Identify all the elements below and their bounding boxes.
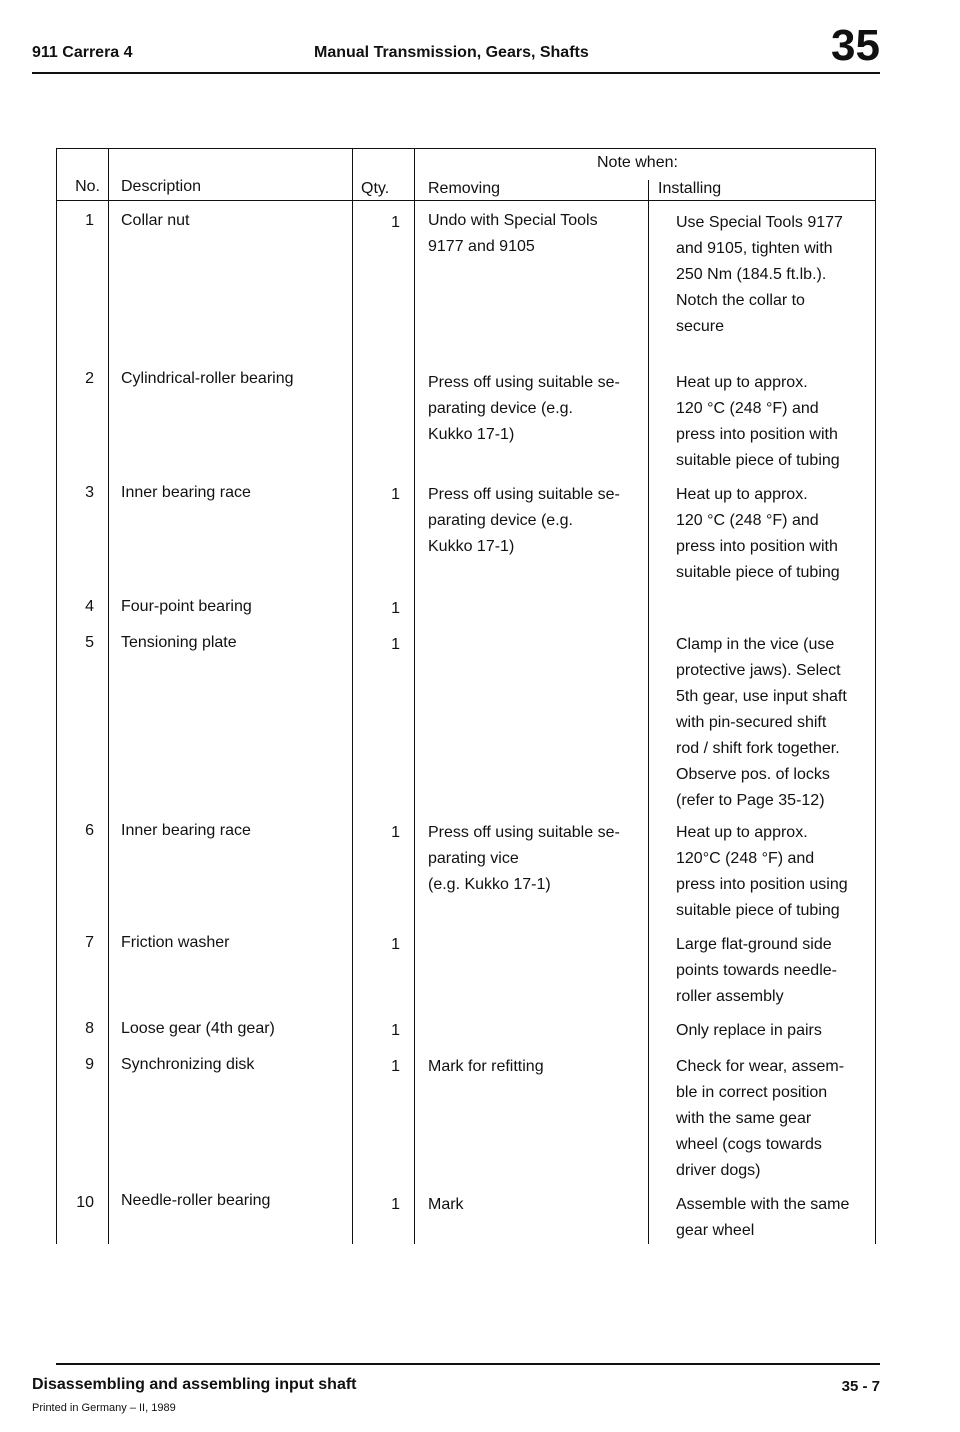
row-6-installing: Heat up to approx. 120°C (248 °F) and press into position using suitable piece of tubing [676,824,848,919]
row-5-no: 5 [85,634,94,651]
row-10-installing: Assemble with the same gear wheel [676,1196,850,1239]
row-6-description: Inner bearing race [121,822,251,839]
row-8-qty: 1 [391,1022,400,1039]
header-removing: Removing [428,180,501,197]
row-3-installing: Heat up to approx. 120 °C (248 °F) and press into position with suitable piece of tubing [676,486,840,581]
row-2-no: 2 [85,370,94,387]
model-name: 911 Carrera 4 [32,44,133,61]
footer-title: Disassembling and assembling input shaft [32,1376,357,1393]
row-1-description: Collar nut [121,212,190,229]
table-left-edge [56,200,57,1244]
printed-note: Printed in Germany – II, 1989 [32,1402,176,1414]
footer-rule [56,1363,880,1365]
row-2-removing: Press off using suitable se- parating device (e.g. Kukko 17-1) [428,374,620,443]
row-3-removing: Press off using suitable se- parating device (e.g. Kukko 17-1) [428,486,620,555]
divider-qty [414,148,415,1244]
row-9-qty: 1 [391,1058,400,1075]
page-header [32,21,880,74]
section-number: 35 [831,21,880,70]
row-10-removing: Mark [428,1196,464,1213]
row-6-removing: Press off using suitable se- parating vice (e.g. Kukko 17-1) [428,824,620,893]
row-10-no: 10 [76,1194,94,1211]
row-6-qty: 1 [391,824,400,841]
table-right-edge [875,200,876,1244]
row-8-installing: Only replace in pairs [676,1022,822,1039]
header-installing: Installing [658,180,722,197]
row-4-qty: 1 [391,600,400,617]
row-9-installing: Check for wear, assem- ble in correct position with the same gear wheel (cogs towards driver dogs) [676,1058,845,1179]
row-1-installing: Use Special Tools 9177 and 9105, tighten with 250 Nm (184.5 ft.lb.). Notch the collar to secure [676,214,843,335]
row-3-no: 3 [85,484,94,501]
row-9-no: 9 [85,1056,94,1073]
header-no: No. [75,178,100,195]
row-8-description: Loose gear (4th gear) [121,1020,275,1037]
row-10-description: Needle-roller bearing [121,1192,271,1209]
row-1-qty: 1 [391,214,400,231]
row-3-qty: 1 [391,486,400,503]
row-7-no: 7 [85,934,94,951]
row-7-installing: Large flat-ground side points towards needle- roller assembly [676,936,837,1005]
header-description: Description [121,178,202,195]
row-9-removing: Mark for refitting [428,1058,544,1075]
divider-description [352,148,353,1244]
row-9-description: Synchronizing disk [121,1056,255,1073]
row-5-description: Tensioning plate [121,634,237,651]
row-3-description: Inner bearing race [121,484,251,501]
page-number: 35 - 7 [841,1378,880,1395]
divider-no [108,148,109,1244]
header-note-when: Note when: [597,154,678,171]
divider-removing [648,200,649,1244]
row-1-removing: Undo with Special Tools 9177 and 9105 [428,212,598,255]
row-10-qty: 1 [391,1196,400,1213]
header-qty: Qty. [361,180,390,197]
row-6-no: 6 [85,822,94,839]
row-5-qty: 1 [391,636,400,653]
row-7-qty: 1 [391,936,400,953]
row-7-description: Friction washer [121,934,230,951]
parts-table [56,148,876,1244]
row-8-no: 8 [85,1020,94,1037]
divider-header-installing [648,180,649,200]
row-5-installing: Clamp in the vice (use protective jaws). Select 5th gear, use input shaft with pin-secured shift rod / shift fork together. Observe pos. of locks (refer to Page 35-12) [676,636,847,809]
row-1-no: 1 [85,212,94,229]
section-title: Manual Transmission, Gears, Shafts [314,44,589,61]
row-2-installing: Heat up to approx. 120 °C (248 °F) and press into position with suitable piece of tubing [676,374,840,469]
row-4-no: 4 [85,598,94,615]
row-4-description: Four-point bearing [121,598,252,615]
row-2-description: Cylindrical-roller bearing [121,370,294,387]
